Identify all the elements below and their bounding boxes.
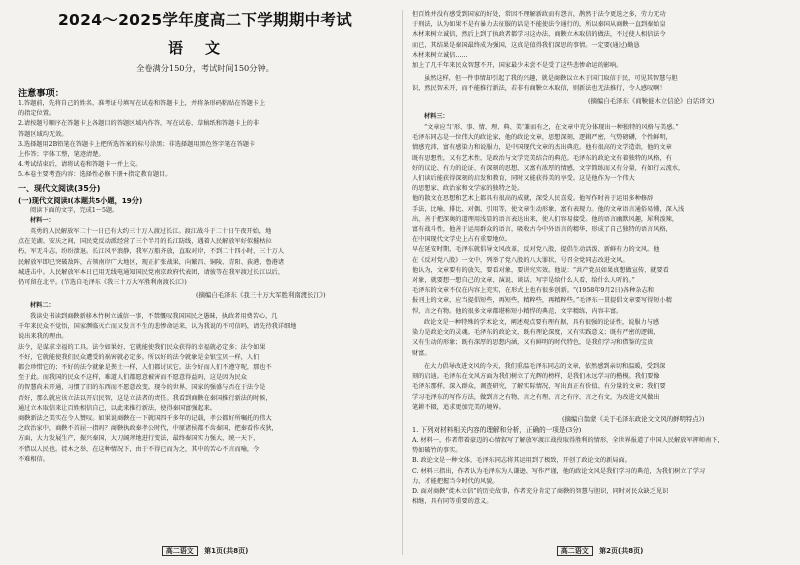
material2-line: 方面，大力发展生产，振兴秦国，大刀阔斧地进行变法，最终秦国实力强大，统一天下， <box>18 435 260 443</box>
column-divider <box>402 10 403 555</box>
question1-options <box>412 436 788 507</box>
footer-left-page: 第1页(共8页) <box>204 547 249 555</box>
material3-line: 早在延安时期，毛泽东就倡导文风改革，反对党八股，提倡生动活泼、新鲜有力的文风。他 <box>412 246 660 254</box>
notes-heading: 注意事项： <box>18 88 64 99</box>
material3-cont-line: 财富。 <box>412 349 431 357</box>
subsection-heading: (一)现代文阅读Ⅰ(本题共5小题，19分) <box>18 196 143 205</box>
material3-line: 毛泽东同志是一位伟大的政论家，他的政论文章，思想深刻，逻辑严密，气势磅礴，个性鲜明， <box>412 134 672 142</box>
material1-label: 材料一： <box>30 217 55 225</box>
material2-line: 说出来我的理由。 <box>18 333 68 341</box>
question1-stem: 1. 下列对材料相关内容的理解和分析，正确的一项是(3分) <box>412 426 582 434</box>
material2-line: 不好，它就能使我们民众遭受的祸害就必定多。所以好的法令就象是金银宝贝一样，人们 <box>18 353 260 361</box>
material2-line: 都会珍惜它的；不好的法令就象是粪土一样，人们都讨厌它。法令好而人们不遵守呢，那也不 <box>18 364 272 372</box>
material3-label: 材料三： <box>424 113 449 120</box>
material3-line: 悍，言之有物。他的很多文章都堪称短小精悍的典范，文字精练，内容丰富。 <box>412 307 623 315</box>
footer-right-tag: 高二语文 <box>557 546 593 556</box>
note-item: 上作答；字体工整，笔迹清楚。 <box>18 151 105 159</box>
material3-line: 他的散文在思想和艺术上都具有很高的成就，深受人民喜爱。他写作时善于运用多种修辞 <box>412 195 654 203</box>
material3-close-line: 毛泽东那样，深入群众，调查研究，了解实际情况，写出真正有价值、有分量的文章；我们要 <box>412 383 666 391</box>
material3-closing <box>412 362 788 413</box>
subject-title: 语文 <box>167 39 242 57</box>
question1-option: B. 政论文是一种文体，毛泽东同志将其运用到了极致，开创了政论文的新局面。 <box>412 457 631 465</box>
material1-source: (摘编自毛泽东《我三十万大军胜利南渡长江》) <box>196 291 326 299</box>
material3-line: 手法，比喻、排比、对偶、引用等，使文章生动形象，富有表现力。他的文章语言通俗易懂，深入浅 <box>412 205 685 213</box>
material1-line: 仍可留在北平。(节选自毛泽东《我三十万大军胜利南渡长江》) <box>18 279 187 287</box>
material3-continued <box>412 318 788 359</box>
material2-line: 的智慧尚未开通，习惯了旧的东西而不愿意改变。现今的世界，国家的强盛与否在于法令是 <box>18 384 266 392</box>
note-item: 答题区域均无效。 <box>18 130 68 138</box>
question1-option: 势如破竹的事实。 <box>412 447 462 455</box>
instruction-block <box>18 206 392 226</box>
material3-close-line: 在大力倡导改进文风的今天，我们重温毛泽东同志的文章，依然感到亲切和温暖，受到深 <box>424 363 666 370</box>
material2-cont-line: 但百姓并没有感受到国家的好处，常因不理解新政而有怨言，鹊然于法令更迭之多，劳力无功 <box>412 11 666 18</box>
material3-line: 人们读后能获得深刻的启发和教育，同时又能获得美的享受。这是他作为一个伟大 <box>412 175 635 183</box>
note-item: 4.考试结束后，请将试卷和答题卡一并上交。 <box>18 161 142 169</box>
material2-line: 我读史书读到商鞅新移木竹树立诚信一事，不禁慨叹我国国民之愚昧，执政者用费苦心，几 <box>30 313 278 320</box>
question1-option: 相继，具有同等重要的意义。 <box>412 498 493 506</box>
material3-line: 对象，就要想一想自己的文章、演说、谈话、写字是给什么人看、给什么人听的。” <box>412 277 635 285</box>
material2-closing <box>412 74 788 94</box>
material2-line: 商鞅新法之美实在令人赞叹。如果说商鞅在一下就国四千多年的记载，孝公都好所嘱托的伟大 <box>18 415 272 423</box>
footer-right-page: 第2页(共8页) <box>599 547 644 555</box>
material2-line: 不惜以人民也。徙木之举，在这种情况下，由于不得已而为之，其中的苦心不言而喻，令 <box>18 445 260 453</box>
question1-block <box>412 425 788 435</box>
material3-cont-line: 又有生动的形象；既有深厚的思想内涵，又有鲜明的时代特色，是我们学习和借鉴的宝贵 <box>412 339 654 347</box>
material3-close-line: 学习毛泽东的写作方法，做到言之有物，言之有理，言之有序，言之有文，为改进文风做出 <box>412 393 660 401</box>
material3-line: 在《反对党八股》一文中，列举了党八股的八大罪状，号召全党同志改进文风。 <box>412 256 629 264</box>
material3-line: 富有战斗性，他善于运用群众的语言，吸收古今中外语言的精华，形成了自己独特的语言风格， <box>412 226 672 234</box>
material2-line: 否好，那么就应该立法以开启民智，这是立法者的责任。我看到商鞅在秦国推行新法的时候， <box>18 394 272 402</box>
footer-left-tag: 高二语文 <box>162 546 198 556</box>
material2-cont-line: 于刑法，认为如果不是有暴力去征服的话是不能使法令通行的，所以秦国从商鞅一直到秦始皇 <box>412 21 666 29</box>
material3-line: 出，善于把深奥的道理用浅显的语言表达出来，使人们容易接受。他的语言幽默风趣，犀利泼辣， <box>412 215 679 223</box>
question1-option: D. 面对商鞅“徙木立信”的历史故事，作者充分肯定了商鞅的智慧与胆识，同时对民众缺乏见识 <box>412 488 669 496</box>
material3-line: “文章应当‘形、事、情、理、典、美’兼而有之，在文章中充分体现出一种独特的风格与美感。” <box>424 124 679 131</box>
material3-line: 的思想家、政治家和文学家的独特之处。 <box>412 185 524 193</box>
material3-line: 情感充沛，富有感染力和说服力，是中国现代文章的杰出典范。他有很高的文学造诣，他的文章 <box>412 144 672 152</box>
material2-line: 不难相信。 <box>18 455 49 463</box>
material1-line: 朽，军无斗志，纷纷溃退。长江风平浪静，我军万船齐放，直取对岸，不到二十四小时，三十万人 <box>18 248 285 256</box>
material3-line: 既有思想性，又有艺术性，是政治与文学完美结合的典范。毛泽东的政论文有着独特的风格，有 <box>412 154 672 162</box>
material3-line: 毛泽东的文章不仅在内容上充实，在形式上也有很多创新。“(1958年9月2日)各种杂志和 <box>412 287 654 295</box>
material2-label: 材料二： <box>30 302 55 309</box>
question1-option: 力，才能把握当今时代的风貌。 <box>412 477 499 485</box>
material3-line: 在中国现代文学史上占有重要地位。 <box>412 236 511 244</box>
material1-line: 点在芜湖、安庆之间，国民党反动派经营了三个半月的长江防线，遇着人民解放军好似摧枯拉 <box>18 238 272 246</box>
material3-close-line: 刻的启迪。毛泽东在文风方面为我们树立了光辉的榜样，是我们永远学习的楷模。我们要像 <box>412 373 660 381</box>
material2-cont-line: 木材来树立诚信…… <box>412 51 468 59</box>
material1-line: 民解放军即已突破敌阵，占领南岸广大地区，现正扩张战果，向繁昌、铜陵、青阳、荻港、鲁港诸 <box>18 258 285 266</box>
note-item: 1.答题前，先将自己的姓名、准考证号填写在试卷和答题卡上，并将条形码粘贴在答题卡上 <box>18 100 266 107</box>
material1-text <box>18 227 392 288</box>
material3-line: 他认为，文章要有的放矢，要看对象，要讲究实效。他说：“共产党员如果真想做宣传，就要看 <box>412 266 669 274</box>
page-footer-right <box>412 546 788 556</box>
material3-line: 好的议论、有力的论证、有深刻的思想，又富有浓厚的情感，文字简练而又有分量，有如行云流水， <box>412 164 685 172</box>
note-item: 5.本卷主要考查内容：选择性必修下册+指定教育题目。 <box>18 171 172 179</box>
instruction: 阅读下面的文字，完成1～5题。 <box>30 207 119 214</box>
material3-close-line: 笔耕不辍，追求更加完美的境界。 <box>412 403 505 411</box>
material2-continued <box>412 10 788 71</box>
left-column <box>18 0 392 565</box>
question1-option: C. 材料三指出，作者认为毛泽东为人谦逊、写作严谨，他的政论文风是我们学习的典范，为我们树立了学习 <box>412 467 706 475</box>
material2-cont-line: 木材来树立诚信，然后上到了执政者都学习这办法，商鞅立木取信的做法，不过使人相信法令 <box>412 31 666 39</box>
material2-line: 千年来民众不觉悟，国家濒临灭亡而又发言不生的悲惨命运来，认为我说的不可信吗，请先待我详细地 <box>18 323 297 331</box>
material2-label-block <box>18 301 392 311</box>
material3-cont-line: 染力是政论文的灵魂。毛泽东的政论文，既有理论深度，又有实践意义；既有严密的逻辑， <box>412 329 660 337</box>
right-column <box>412 0 788 565</box>
material2-text <box>18 312 392 465</box>
material2-cont-line: 加上了几千年来民众智慧不开，国家最少未尝不是受了这些悲惨命运的影响。 <box>412 62 623 70</box>
material2-line: 之政治家中，商鞅不首屈一指吗？商鞅执政秦孝公时代，中原诸侯都不齿秦国，把秦看作戎狄， <box>18 425 278 433</box>
notes-list <box>18 99 392 181</box>
material2-line: 法令，是谋求幸福的工具。法令如果好，它就能使我们民众获得的幸福就必定多；法令如果 <box>18 343 266 351</box>
material3-cont-line: 政论文是一种特殊的学术论文，阐述观点要有理有据，具有很强的论证性，说服力与感 <box>424 319 660 326</box>
exam-meta: 全卷满分150分，考试时间150分钟。 <box>136 63 274 73</box>
material1-line: 城进击中。人民解放军本日已用无线电通知国民党南京政府代表团，请彼等在我军渡过长江以后， <box>18 268 285 276</box>
material2-source: (摘编自毛泽东《商鞅徙木立信论》白话译文) <box>588 97 715 105</box>
section-heading: 一、现代文阅读(35分) <box>18 184 101 193</box>
material2-close-line: 虽然这样，但一件事情却引起了我的兴趣，就是商鞅以立木于国门取信于民，可见其智慧与胆 <box>424 75 678 82</box>
material2-cont-line: 而已，其结果是秦国最终成为强国，这真是值得我们深思的事情。一定要(通过)勤恳 <box>412 41 640 49</box>
material3-text <box>412 123 788 317</box>
exam-title: 2024～2025学年度高二下学期期中考试 <box>57 11 353 29</box>
page-footer-left <box>18 546 392 556</box>
note-item: 2.请按题号顺序在答题卡上各题目的答题区域内作答，写在试卷、草稿纸和答题卡上的非 <box>18 120 260 128</box>
material3-label-block <box>412 112 788 122</box>
material2-line: 至于此。而我国的民众不这样，难道人们都愿意被害而不愿意得益吗，这是因为民众 <box>18 374 247 382</box>
material3-source: (摘编自翁蒙《关于毛泽东政论文文风的鲜明特点》) <box>562 415 705 423</box>
material3-line: 报刊上的文章，应当提倡短些，再短些，精粹些，再精粹些。”毛泽东一贯提倡文章要写得短小精 <box>412 297 672 305</box>
material2-line: 通过立木取信来让百姓相信自己，以此来推行新法，使得秦国富强起来。 <box>18 404 216 412</box>
material2-close-line: 识，然民智未开，而不能推行新法，若非有商鞅立木取信，则新法也无法推行，令人感叹啊！ <box>412 85 666 93</box>
material1-line: 英勇的人民解放军二十一日已有大约三十万人渡过长江。渡江战斗于二十日午夜开始，地 <box>30 228 272 235</box>
question1-option: A. 材料一，作者带着豪迈的心情叙写了解放军渡江战役取得胜利的情形，全世界报道了中国人民解放军挥师南下， <box>412 437 724 444</box>
note-item: 3.选择题用2B铅笔在答题卡上把所选答案的标号涂黑；非选择题用黑色签字笔在答题卡 <box>18 140 256 148</box>
note-item: 的指定位置。 <box>18 110 56 118</box>
